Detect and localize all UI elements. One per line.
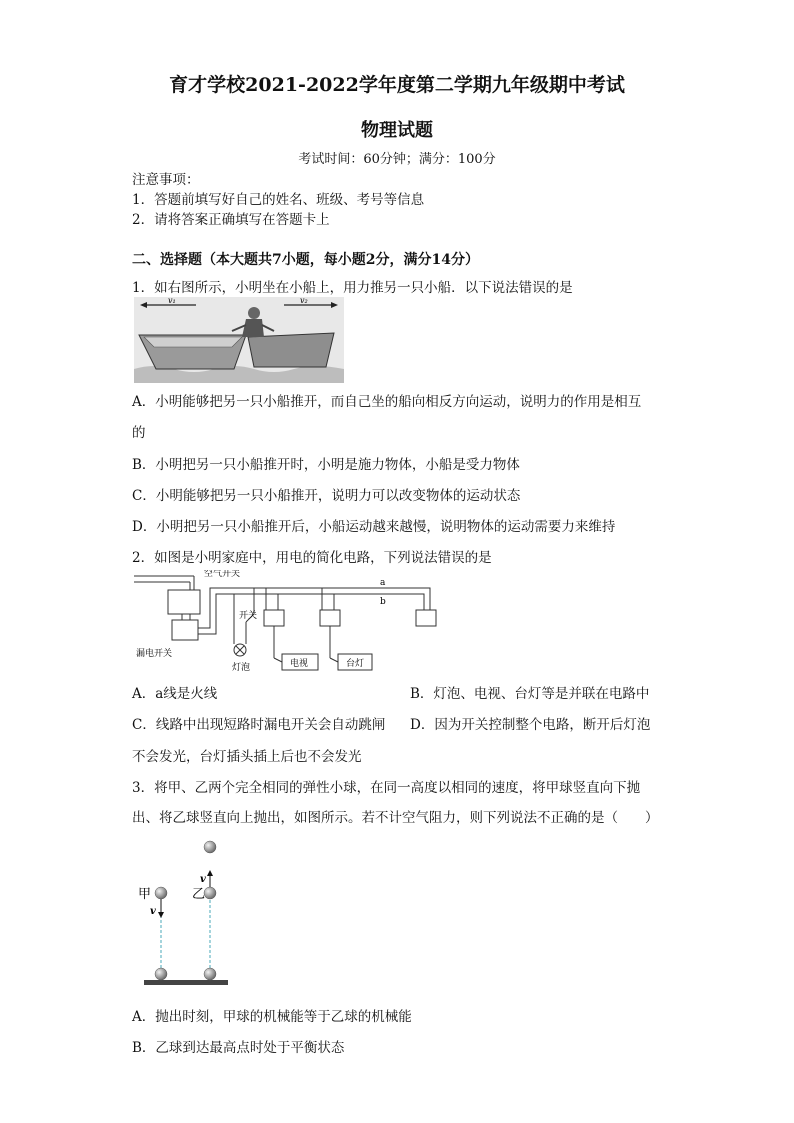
yi-label: 乙 [192, 887, 206, 902]
q1-option-b: B．小明把另一只小船推开时，小明是施力物体，小船是受力物体 [132, 457, 520, 473]
q3-stem-line2: 出、将乙球竖直向上抛出，如图所示。若不计空气阻力，则下列说法不正确的是（ ） [132, 810, 659, 826]
bulb-label: 灯泡 [232, 663, 251, 673]
v1-label: v₁ [168, 297, 176, 305]
tv-label: 电视 [290, 659, 309, 669]
circuit-figure [134, 570, 440, 674]
q2-stem: 2．如图是小明家庭中，用电的简化电路，下列说法错误的是 [132, 550, 492, 566]
q1-stem: 1．如右图所示，小明坐在小船上，用力推另一只小船．以下说法错误的是 [132, 280, 573, 296]
air-switch-label: 空气开关 [204, 570, 241, 579]
q2-option-a: A．a线是火线 [132, 686, 218, 702]
q1-option-d: D．小明把另一只小船推开后，小船运动越来越慢，说明物体的运动需要力来维持 [132, 519, 616, 535]
q1-option-c: C．小明能够把另一只小船推开，说明力可以改变物体的运动状态 [132, 488, 521, 504]
exam-info: 考试时间：60分钟；满分：100分 [298, 152, 496, 167]
q2-option-b: B．灯泡、电视、台灯等是并联在电路中 [410, 686, 650, 702]
note-item-1: 1．答题前填写好自己的姓名、班级、考号等信息 [132, 192, 425, 208]
q2-option-d: D．因为开关控制整个电路，断开后灯泡 [410, 717, 651, 733]
v-label-jia: v [150, 906, 156, 917]
q3-stem-line1: 3．将甲、乙两个完全相同的弹性小球，在同一高度以相同的速度，将甲球竖直向下抛 [132, 780, 641, 796]
q2-option-d-cont: 不会发光，台灯插头插上后也不会发光 [132, 749, 362, 765]
wire-a-label: a [380, 578, 386, 588]
q3-option-a: A．抛出时刻，甲球的机械能等于乙球的机械能 [132, 1009, 412, 1025]
leak-switch-label: 漏电开关 [136, 649, 173, 659]
q2-option-c: C．线路中出现短路时漏电开关会自动跳闸 [132, 717, 386, 733]
jia-label: 甲 [138, 887, 152, 902]
q1-option-a-cont: 的 [132, 425, 146, 441]
subject-title: 物理试题 [361, 120, 433, 141]
notes-heading: 注意事项： [132, 172, 200, 188]
balls-figure [130, 832, 250, 992]
note-item-2: 2．请将答案正确填写在答题卡上 [132, 212, 330, 228]
q1-option-a: A．小明能够把另一只小船推开，而自己坐的船向相反方向运动，说明力的作用是相互 [132, 394, 642, 410]
exam-title: 育才学校2021-2022学年度第二学期九年级期中考试 [169, 74, 625, 96]
switch-label: 开关 [239, 611, 258, 621]
section-heading: 二、选择题（本大题共7小题，每小题2分，满分14分） [132, 252, 479, 268]
q3-option-b: B．乙球到达最高点时处于平衡状态 [132, 1040, 345, 1056]
v-label-yi: v [200, 874, 206, 885]
lamp-label: 台灯 [346, 659, 365, 669]
boat-figure [134, 297, 344, 383]
wire-b-label: b [380, 597, 386, 607]
v2-label: v₂ [300, 297, 308, 305]
